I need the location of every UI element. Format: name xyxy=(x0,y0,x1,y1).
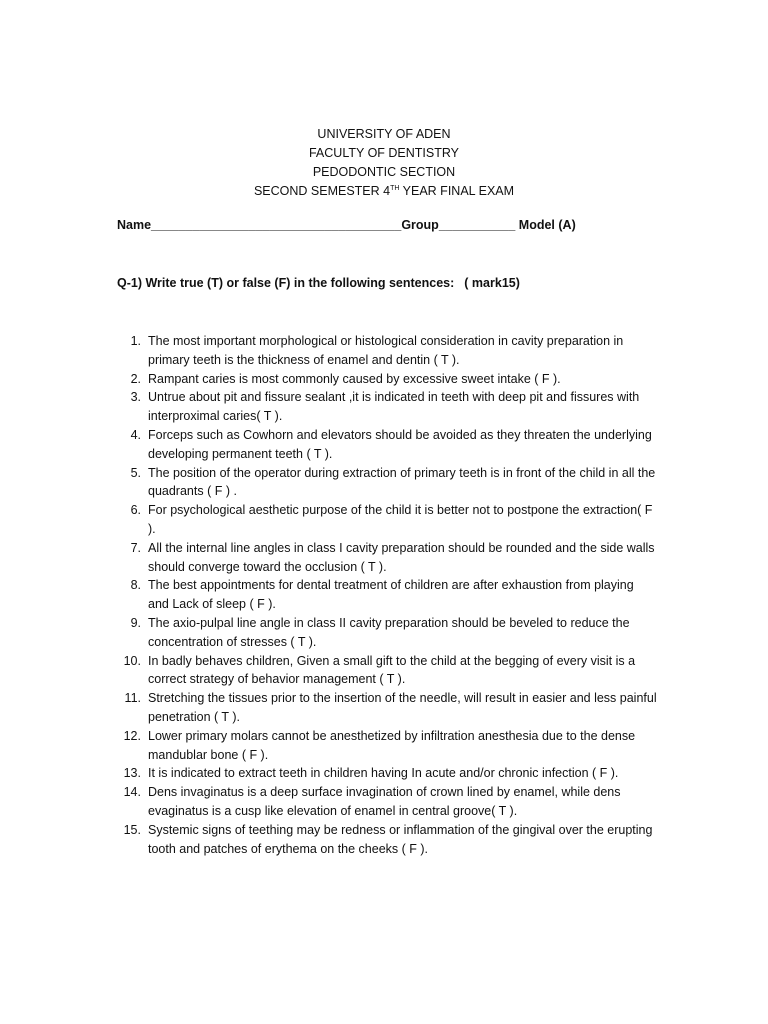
list-item xyxy=(117,464,657,502)
list-item xyxy=(117,783,657,821)
item-text: It is indicated to extract teeth in children having In acute and/or chronic infection ( F ). xyxy=(148,766,619,781)
item-text: Rampant caries is most commonly caused by excessive sweet intake ( F ). xyxy=(148,371,561,386)
item-text: For psychological aesthetic purpose of the child it is better not to postpone the extraction( F ). xyxy=(148,503,653,536)
item-text: The best appointments for dental treatment of children are after exhaustion from playing and Lack of sleep ( F ). xyxy=(148,578,634,612)
item-number: 11. xyxy=(124,691,141,706)
list-item xyxy=(117,821,657,859)
list-item xyxy=(117,370,657,389)
item-number: 1. xyxy=(130,334,141,348)
list-item xyxy=(117,727,657,765)
faculty-name: FACULTY OF DENTISTRY xyxy=(308,146,460,160)
question-mark: ( mark15) xyxy=(464,276,520,290)
list-item xyxy=(117,332,657,370)
item-text: The axio-pulpal line angle in class II cavity preparation should be beveled to reduce the concentration of stresses ( T ). xyxy=(148,615,630,649)
item-text: Systemic signs of teething may be redness or inflammation of the gingival over the erupting tooth and patches of erythema on the cheeks ( F ). xyxy=(148,822,653,856)
item-number: 9. xyxy=(130,615,141,630)
item-number: 15. xyxy=(123,822,141,837)
list-item xyxy=(117,426,657,464)
item-number: 6. xyxy=(130,503,141,518)
list-item xyxy=(117,501,657,539)
university-name: UNIVERSITY OF ADEN xyxy=(317,127,451,141)
exam-title-post: YEAR FINAL EXAM xyxy=(399,184,515,198)
item-number: 14. xyxy=(123,785,141,800)
item-text: Forceps such as Cowhorn and elevators should be avoided as they threaten the underlying developing permanent teeth ( T ). xyxy=(148,427,652,461)
model-label: Model (A) xyxy=(518,218,576,232)
name-blank: ____________________________________ xyxy=(151,218,402,232)
group-blank: ___________ xyxy=(438,218,516,232)
item-number: 4. xyxy=(130,427,141,442)
item-text: Stretching the tissues prior to the insertion of the needle, will result in easier and less painful penetration ( T ). xyxy=(148,691,657,724)
list-item xyxy=(117,539,657,577)
question-heading xyxy=(117,276,520,290)
item-text: Dens invaginatus is a deep surface invagination of crown lined by enamel, while dens evaginatus is a cusp like elevation of enamel in central groove( T ). xyxy=(148,785,621,818)
item-text: In badly behaves children, Given a small gift to the child at the begging of every visit is a correct strategy of behavior management ( T ). xyxy=(148,653,636,687)
exam-title-pre: SECOND SEMESTER 4 xyxy=(253,184,391,198)
item-text: The most important morphological or histological consideration in cavity preparation in primary teeth is the thickness of enamel and dentin ( T ). xyxy=(148,334,624,367)
item-number: 13. xyxy=(123,766,141,781)
item-number: 10. xyxy=(123,653,141,668)
exam-header xyxy=(0,125,768,201)
name-label: Name xyxy=(117,218,152,232)
question-text: Q-1) Write true (T) or false (F) in the following sentences: xyxy=(117,276,455,290)
item-text: The position of the operator during extraction of primary teeth is in front of the child in all the quadrants ( F ) . xyxy=(148,465,656,499)
group-label: Group xyxy=(401,218,439,232)
list-item xyxy=(117,652,657,690)
list-item xyxy=(117,614,657,652)
item-number: 7. xyxy=(130,540,141,555)
item-number: 12. xyxy=(123,728,141,743)
question-list xyxy=(117,332,657,858)
item-number: 5. xyxy=(130,465,141,480)
item-number: 3. xyxy=(130,390,141,405)
section-name: PEDODONTIC SECTION xyxy=(312,165,456,179)
item-text: All the internal line angles in class I cavity preparation should be rounded and the side walls should converge toward the occlusion ( T ). xyxy=(148,540,655,574)
item-text: Untrue about pit and fissure sealant ,it is indicated in teeth with deep pit and fissures with interproximal caries( T ). xyxy=(148,390,640,424)
list-item xyxy=(117,689,657,727)
exam-title-sup: TH xyxy=(390,184,400,192)
item-number: 8. xyxy=(130,578,141,593)
item-number: 2. xyxy=(130,371,141,386)
list-item xyxy=(117,576,657,614)
exam-title xyxy=(0,182,768,201)
item-text: Lower primary molars cannot be anesthetized by infiltration anesthesia due to the dense mandublar bone ( F ). xyxy=(148,728,636,762)
list-item xyxy=(117,388,657,426)
student-info-row xyxy=(117,218,576,232)
list-item xyxy=(117,764,657,783)
